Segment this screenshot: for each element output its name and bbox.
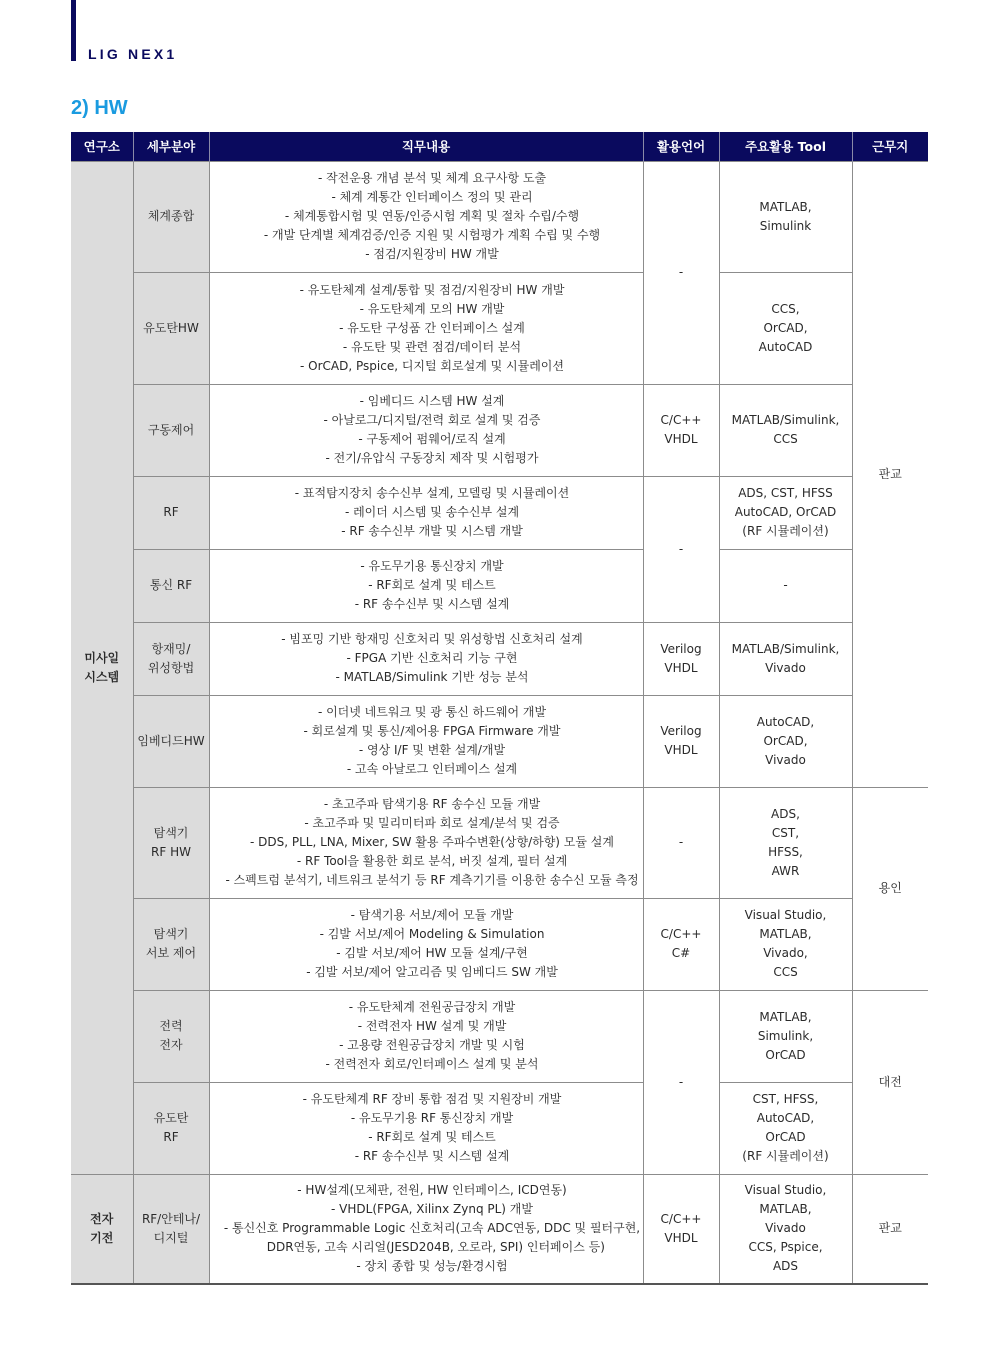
cell-line: VHDL <box>664 743 698 757</box>
cell-line: MATLAB, <box>759 1202 812 1217</box>
cell-line: (RF 시뮬레이션) <box>742 1149 829 1163</box>
cell-line: MATLAB/Simulink, <box>731 641 840 656</box>
cell-line: DDR연동, 고속 시리얼(JESD204B, 오로라, SPI) 인터페이스 등) <box>259 1240 605 1255</box>
cell-line: - 아날로그/디지털/전력 회로 설계 및 검증 <box>323 413 541 427</box>
cell-line: VHDL <box>664 660 698 675</box>
cell-line: AutoCAD <box>758 339 813 354</box>
cell-line: ADS, CST, HFSS <box>738 486 833 500</box>
location-cell: 용인 <box>852 787 928 990</box>
cell-line: CCS, <box>771 301 800 316</box>
cell-line: - 표적탐지장치 송수신부 설계, 모델링 및 시뮬레이션 <box>294 486 570 500</box>
table-row <box>71 695 928 787</box>
cell-line: - 빔포밍 기반 항재밍 신호처리 및 위성항법 신호처리 설계 <box>281 632 583 646</box>
cell-line: AutoCAD, OrCAD <box>734 505 837 519</box>
cell-line: - 유도탄체계 RF 장비 통합 점검 및 지원장비 개발 <box>302 1092 562 1106</box>
subfield-cell: 탐색기 서보 제어 <box>133 898 209 990</box>
table-row <box>71 787 928 898</box>
section-title: 2) HW <box>71 97 128 119</box>
cell-line: C# <box>671 946 691 960</box>
brand-logo-text: LIG NEX1 <box>88 46 178 62</box>
tools-cell <box>719 384 852 476</box>
cell-line: - 레이더 시스템 및 송수신부 설계 <box>344 505 520 519</box>
subfield-cell: 유도탄HW <box>133 272 209 384</box>
cell-line: - 개발 단계별 체계검증/인증 지원 및 시험평가 계획 수립 및 수행 <box>263 228 601 242</box>
duties-cell <box>209 272 643 384</box>
cell-line: - FPGA 기반 신호처리 기능 구현 <box>346 651 518 665</box>
language-cell <box>643 787 719 898</box>
cell-line: - 탐색기용 서보/제어 모듈 개발 <box>350 908 514 922</box>
cell-line: - OrCAD, Pspice, 디지털 회로설계 및 시뮬레이션 <box>300 358 564 373</box>
header-location: 근무지 <box>852 132 928 161</box>
table-header-row <box>71 132 928 161</box>
table-row <box>71 161 928 272</box>
cell-line: - 전기/유압식 구동장치 제작 및 시험평가 <box>325 451 539 465</box>
cell-line: CST, <box>771 825 800 840</box>
cell-line: OrCAD, <box>763 320 808 335</box>
cell-line: CCS <box>773 432 798 446</box>
cell-line: - 초고주파 및 밀리미터파 회로 설계/분석 및 검증 <box>304 816 560 830</box>
tools-cell <box>719 272 852 384</box>
cell-line: - 회로설계 및 통신/제어용 FPGA Firmware 개발 <box>303 724 561 738</box>
location-cell: 판교 <box>852 1174 928 1284</box>
tools-cell <box>719 161 852 272</box>
header-duties: 직무내용 <box>209 132 643 161</box>
duties-cell <box>209 990 643 1082</box>
cell-line: VHDL <box>664 1230 698 1245</box>
cell-line: - <box>678 541 684 556</box>
cell-line: - 고용량 전원공급장치 개발 및 시험 <box>339 1038 525 1052</box>
subfield-cell: 구동제어 <box>133 384 209 476</box>
duties-cell <box>209 898 643 990</box>
cell-line: Visual Studio, <box>744 908 827 922</box>
duties-cell <box>209 549 643 622</box>
subfield-cell: 탐색기 RF HW <box>133 787 209 898</box>
cell-line: Vivado <box>765 752 806 767</box>
cell-line: - 초고주파 탐색기용 RF 송수신 모듈 개발 <box>323 797 541 811</box>
duties-cell <box>209 787 643 898</box>
cell-line: - 고속 아날로그 인터페이스 설계 <box>346 762 518 776</box>
tools-cell <box>719 898 852 990</box>
tools-cell <box>719 695 852 787</box>
subfield-cell: 체계종합 <box>133 161 209 272</box>
duties-cell <box>209 695 643 787</box>
cell-line: Simulink, <box>757 1028 814 1043</box>
tools-cell <box>719 787 852 898</box>
cell-line: CST, HFSS, <box>752 1092 819 1106</box>
cell-line: Vivado <box>765 1221 806 1236</box>
cell-line: VHDL <box>664 432 698 446</box>
cell-line: OrCAD <box>765 1047 806 1062</box>
cell-line: - RF Tool을 활용한 회로 분석, 버짓 설계, 필터 설계 <box>296 854 568 868</box>
cell-line: - 전력전자 HW 설계 및 개발 <box>357 1019 507 1033</box>
cell-line: - 구동제어 펌웨어/로직 설계 <box>358 432 506 446</box>
cell-line: - 유도탄체계 설계/통합 및 점검/지원장비 HW 개발 <box>299 282 565 297</box>
cell-line: AWR <box>771 863 800 878</box>
cell-line: - 스펙트럼 분석기, 네트워크 분석기 등 RF 계측기기를 이용한 송수신 모듈 측정 <box>225 873 639 887</box>
cell-line: - 유도무기용 통신장치 개발 <box>360 559 504 573</box>
cell-line: AutoCAD, <box>756 714 815 729</box>
cell-line: - 김발 서보/제어 HW 모듈 설계/구현 <box>336 946 528 960</box>
cell-line: - VHDL(FPGA, Xilinx Zynq PL) 개발 <box>331 1202 533 1217</box>
subfield-cell: 전력 전자 <box>133 990 209 1082</box>
cell-line: MATLAB, <box>759 199 812 214</box>
tools-cell <box>719 1082 852 1174</box>
subfield-cell: 통신 RF <box>133 549 209 622</box>
duties-cell <box>209 476 643 549</box>
cell-line: - 김발 서보/제어 알고리즘 및 임베디드 SW 개발 <box>306 965 558 979</box>
cell-line: Verilog <box>660 724 702 738</box>
cell-line: - RF회로 설계 및 테스트 <box>368 1130 496 1144</box>
brand-accent-bar <box>71 0 76 61</box>
tools-cell <box>719 990 852 1082</box>
language-cell <box>643 622 719 695</box>
cell-line: - 김발 서보/제어 Modeling & Simulation <box>319 927 545 941</box>
cell-line: C/C++ <box>660 1211 702 1226</box>
location-cell: 판교 <box>852 161 928 787</box>
cell-line: - <box>678 835 684 849</box>
cell-line: Verilog <box>660 641 702 656</box>
subfield-cell: 유도탄 RF <box>133 1082 209 1174</box>
cell-line: - RF 송수신부 및 시스템 설계 <box>354 1149 510 1163</box>
language-cell <box>643 476 719 622</box>
language-cell <box>643 990 719 1174</box>
subfield-cell: RF/안테나/ 디지털 <box>133 1174 209 1284</box>
cell-line: - 영상 I/F 및 변환 설계/개발 <box>358 743 506 757</box>
header-lab: 연구소 <box>71 132 133 161</box>
cell-line: OrCAD <box>765 1130 806 1144</box>
cell-line: - 유도탄 및 관련 점검/데이터 분석 <box>342 339 522 354</box>
cell-line: - RF회로 설계 및 테스트 <box>368 578 496 592</box>
location-cell: 대전 <box>852 990 928 1174</box>
cell-line: Visual Studio, <box>744 1183 827 1198</box>
tools-cell <box>719 476 852 549</box>
cell-line: - 체계통합시험 및 연동/인증시험 계획 및 절차 수립/수행 <box>284 209 580 223</box>
cell-line: AutoCAD, <box>756 1111 815 1125</box>
cell-line: - 유도탄 구성품 간 인터페이스 설계 <box>339 320 525 335</box>
table-row <box>71 898 928 990</box>
table-row <box>71 622 928 695</box>
table-row <box>71 476 928 549</box>
cell-line: - 전력전자 회로/인터페이스 설계 및 분석 <box>325 1057 539 1071</box>
cell-line: - <box>678 1074 684 1089</box>
cell-line: - DDS, PLL, LNA, Mixer, SW 활용 주파수변환(상향/하향) 모듈 설계 <box>249 835 614 849</box>
cell-line: ADS <box>772 1259 799 1274</box>
language-cell <box>643 898 719 990</box>
header-subfield: 세부분야 <box>133 132 209 161</box>
duties-cell <box>209 384 643 476</box>
cell-line: - 이더넷 네트워크 및 광 통신 하드웨어 개발 <box>317 705 547 719</box>
cell-line: MATLAB/Simulink, <box>731 413 840 427</box>
language-cell <box>643 384 719 476</box>
table-row <box>71 1174 928 1284</box>
table-row <box>71 990 928 1082</box>
duties-cell <box>209 161 643 272</box>
cell-line: C/C++ <box>660 413 702 427</box>
cell-line: MATLAB, <box>759 927 812 941</box>
cell-line: Simulink <box>759 218 812 233</box>
table-row <box>71 384 928 476</box>
cell-line: - 유도탄체계 전원공급장치 개발 <box>348 1000 516 1014</box>
cell-line: - 작전운용 개념 분석 및 체계 요구사항 도출 <box>317 171 547 185</box>
subfield-cell: 임베디드HW <box>133 695 209 787</box>
duties-cell <box>209 622 643 695</box>
cell-line: - RF 송수신부 및 시스템 설계 <box>354 597 510 611</box>
cell-line: - 임베디드 시스템 HW 설계 <box>359 394 505 408</box>
cell-line: - RF 송수신부 개발 및 시스템 개발 <box>341 524 523 538</box>
language-cell <box>643 161 719 384</box>
cell-line: OrCAD, <box>763 733 808 748</box>
cell-line: Vivado, <box>763 946 808 960</box>
tools-cell <box>719 549 852 622</box>
header-language: 활용언어 <box>643 132 719 161</box>
job-description-table <box>71 132 928 1285</box>
language-cell <box>643 695 719 787</box>
duties-cell <box>209 1174 643 1284</box>
cell-line: - 유도무기용 RF 통신장치 개발 <box>350 1111 514 1125</box>
subfield-cell: 항재밍/ 위성항법 <box>133 622 209 695</box>
tools-cell <box>719 622 852 695</box>
cell-line: (RF 시뮬레이션) <box>742 524 829 538</box>
cell-line: C/C++ <box>660 927 702 941</box>
cell-line: - <box>678 265 684 279</box>
language-cell <box>643 1174 719 1284</box>
cell-line: - 장치 종합 및 성능/환경시험 <box>356 1259 508 1274</box>
cell-line: - 점검/지원장비 HW 개발 <box>365 247 499 261</box>
tools-cell <box>719 1174 852 1284</box>
table-row <box>71 1082 928 1174</box>
cell-line: - 통신신호 Programmable Logic 신호처리(고속 ADC연동, DDC 및 필터구현, <box>223 1221 641 1236</box>
cell-line: HFSS, <box>768 844 803 859</box>
lab-cell: 미사일 시스템 <box>71 161 133 1174</box>
table-row <box>71 549 928 622</box>
lab-cell: 전자 기전 <box>71 1174 133 1284</box>
cell-line: CCS <box>773 965 798 979</box>
cell-line: CCS, Pspice, <box>748 1240 823 1255</box>
cell-line: ADS, <box>771 806 800 821</box>
duties-cell <box>209 1082 643 1174</box>
table-row <box>71 272 928 384</box>
cell-line: - <box>783 578 788 592</box>
subfield-cell: RF <box>133 476 209 549</box>
cell-line: - HW설계(모체판, 전원, HW 인터페이스, ICD연동) <box>297 1183 567 1198</box>
cell-line: - 유도탄체계 모의 HW 개발 <box>359 301 505 316</box>
cell-line: - MATLAB/Simulink 기반 성능 분석 <box>335 670 529 684</box>
cell-line: - 체계 계통간 인터페이스 정의 및 관리 <box>331 190 533 204</box>
cell-line: MATLAB, <box>759 1009 812 1024</box>
header-tools: 주요활용 Tool <box>719 132 852 161</box>
cell-line: Vivado <box>765 660 806 675</box>
